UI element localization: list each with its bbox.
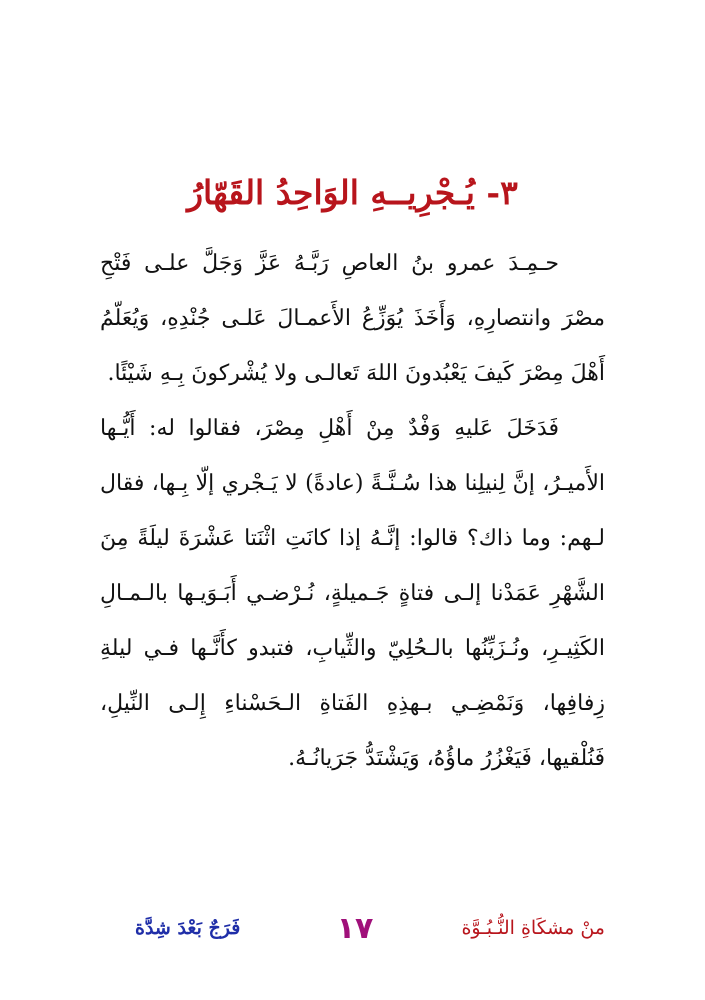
paragraph-2: فَدَخَلَ عَليهِ وَفْدٌ مِنْ أَهْلِ مِصْرَ، فقالوا له: أَيُّـها الأَميـرُ، إنَّ لِنيلِنا هذا سُـنَّـةً (عادةً) لا يَـجْري إلّا بِـها، فقال لـهم: وما ذاك؟ قالوا: إنَّـهُ إذا كانَتِ اثْنَتا عَشْرَةَ ليلَةً مِنَ الشَّهْرِ عَمَدْنا إلـى فتاةٍ جَـميلةٍ، نُـرْضـي أَبَـوَيـها بالـمـالِ الكَثِيـرِ، ونُـزَيِّنُها بالـحُلِيّ والثِّيابِ، فتبدو كأَنَّـها فـي ليلةِ زِفافِها، وَنَمْضِـي بـهذِهِ الفَتاةِ الـحَسْناءِ إِلـى النِّيلِ، فَنُلْقيها، فَيَغْزُرُ ماؤُهُ، وَيَشْتَدُّ جَرَيانُـهُ. bbox=[100, 416, 605, 771]
paragraph-1: حـمِـدَ عمرو بنُ العاصِ رَبَّـهُ عَزَّ وَجَلَّ علـى فَتْحِ مصْرَ وانتصارِهِ، وَأَخَذَ يُوَزِّعُ الأَعمـالَ عَلـى جُنْدِهِ، وَيُعَلّمُ أَهْلَ مِصْرَ كَيفَ يَعْبُدونَ اللهَ تَعالـى ولا يُشْركونَ بِـهِ شَيْئًا. bbox=[100, 251, 605, 386]
page-footer bbox=[0, 913, 705, 953]
story-title: فَرَجٌ بَعْدَ شِدَّة bbox=[135, 917, 241, 939]
book-title: منْ مشكَاةِ النُّـبُـوَّة bbox=[461, 917, 605, 939]
chapter-body bbox=[100, 236, 605, 786]
chapter-title: ٣- يُـجْرِيــهِ الوَاحِدُ القَهّارُ bbox=[187, 173, 518, 212]
page-number: ١٧ bbox=[336, 911, 374, 946]
